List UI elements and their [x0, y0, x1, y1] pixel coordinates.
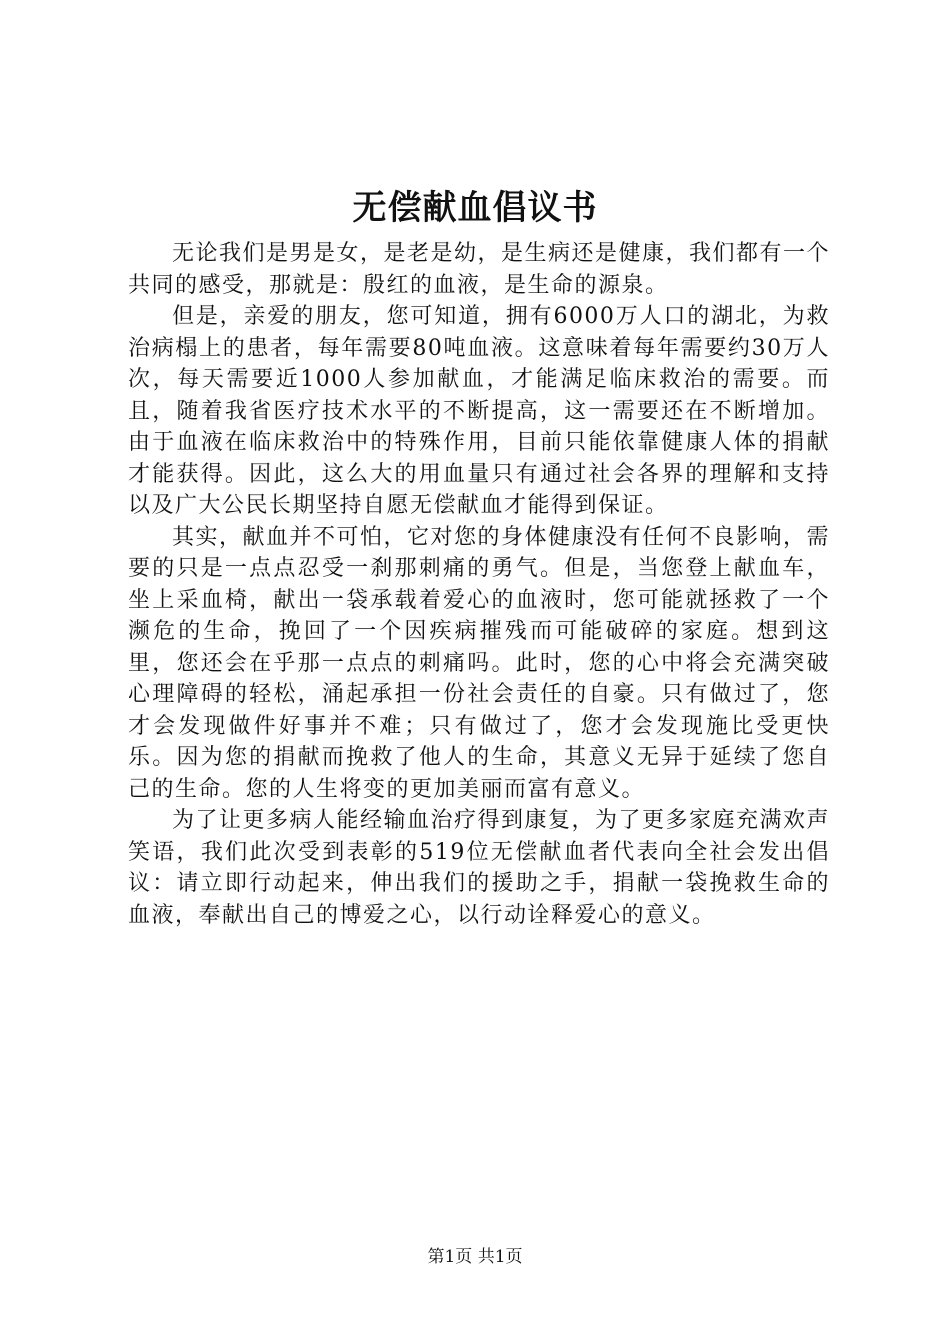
paragraph-2: 但是，亲爱的朋友，您可知道，拥有6000万人口的湖北，为救治病榻上的患者，每年需要80吨血液。这意味着每年需要约30万人次，每天需要近1000人参加献血，才能满足临床救治的需要。而且，随着我省医疗技术水平的不断提高，这一需要还在不断增加。由于血液在临床救治中的特殊作用，目前只能依靠健康人体的捐献才能获得。因此，这么大的用血量只有通过社会各界的理解和支持以及广大公民长期坚持自愿无偿献血才能得到保证。: [128, 304, 830, 518]
paragraph-3: 其实，献血并不可怕，它对您的身体健康没有任何不良影响，需要的只是一点点忍受一刹那刺痛的勇气。但是，当您登上献血车，坐上采血椅，献出一袋承载着爱心的血液时，您可能就拯救了一个濒危的生命，挽回了一个因疾病摧残而可能破碎的家庭。想到这里，您还会在乎那一点点的刺痛吗。此时，您的心中将会充满突破心理障碍的轻松，涌起承担一份社会责任的自豪。只有做过了，您才会发现做件好事并不难；只有做过了，您才会发现施比受更快乐。因为您的捐献而挽救了他人的生命，其意义无异于延续了您自己的生命。您的人生将变的更加美丽而富有意义。: [128, 524, 831, 802]
paragraph-4: 为了让更多病人能经输血治疗得到康复，为了更多家庭充满欢声笑语，我们此次受到表彰的519位无偿献血者代表向全社会发出倡议：请立即行动起来，伸出我们的援助之手，捐献一袋挽救生命的血液，奉献出自己的博爱之心，以行动诠释爱心的意义。: [128, 808, 831, 928]
document-title: 无偿献血倡议书: [352, 188, 598, 228]
document-body: [128, 238, 830, 931]
paragraph-1: 无论我们是男是女，是老是幼，是生病还是健康，我们都有一个共同的感受，那就是：殷红的血液，是生命的源泉。: [128, 241, 831, 298]
page-number-footer: 第1页 共1页: [427, 1247, 523, 1267]
